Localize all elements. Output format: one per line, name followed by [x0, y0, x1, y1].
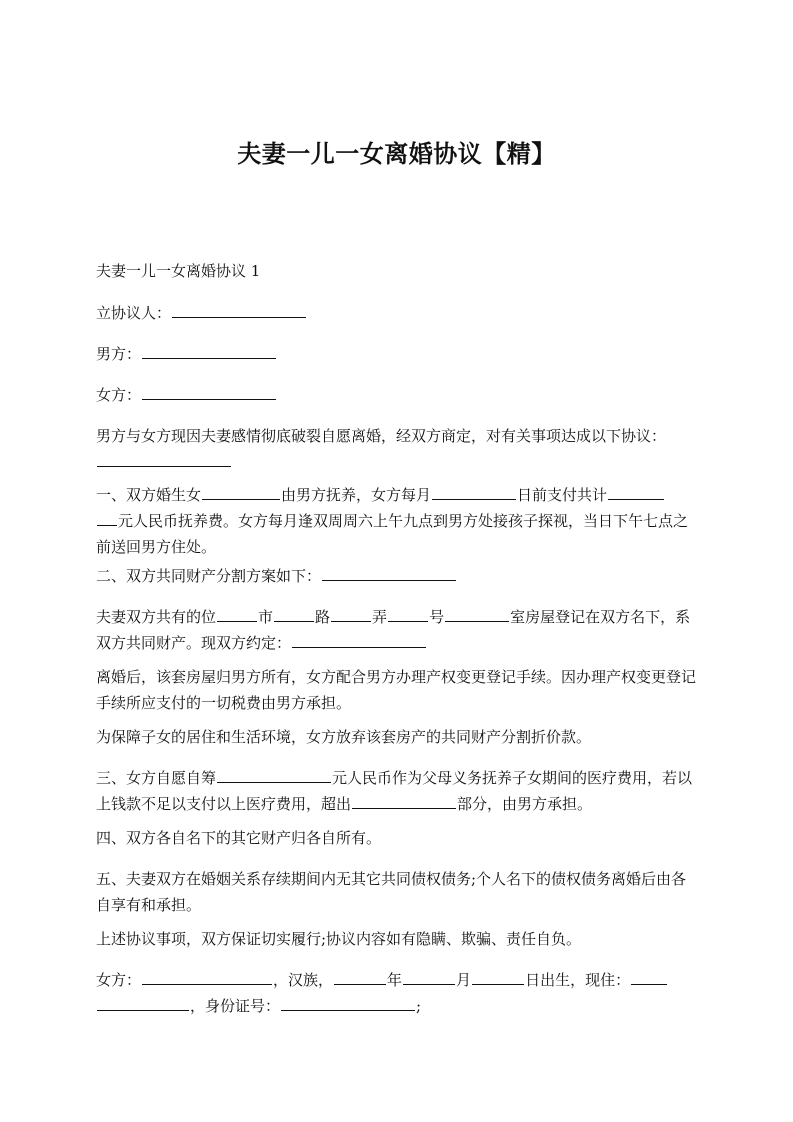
property-text-d: 弄: [372, 608, 388, 626]
preamble-text: 男方与女方现因夫妻感情彻底破裂自愿离婚，经双方商定，对有关事项达成以下协议：: [96, 427, 667, 445]
party-label: 立协议人：: [96, 304, 172, 322]
road-blank: [274, 606, 314, 622]
party-line: [96, 300, 700, 326]
clause-2-text: 二、双方共同财产分割方案如下：: [96, 567, 322, 585]
clause-1-text-a: 一、双方婚生女: [96, 486, 202, 504]
document-title: 夫妻一儿一女离婚协议【精】: [237, 140, 556, 168]
amount-blank-a: [608, 484, 664, 500]
clause-1-text-c: 日前支付共计: [517, 486, 608, 504]
female-name-blank: [142, 969, 272, 985]
property-text-b: 市: [258, 608, 274, 626]
clause-1-text-b: 由男方抚养，女方每月: [281, 486, 432, 504]
guarantee-paragraph: 上述协议事项，双方保证切实履行;协议内容如有隐瞒、欺骗、责任自负。: [96, 930, 582, 948]
clause-2-blank: [322, 565, 456, 581]
month-day-blank: [432, 484, 516, 500]
clause-2-line: [96, 563, 700, 589]
property-text-e: 号: [429, 608, 445, 626]
clause-1-text-d: 元人民币抚养费。女方每月逢双周周六上午九点到男方处接孩子探视，当日下午七点之前送回男方住处。: [96, 512, 689, 556]
daughter-name-blank: [202, 484, 280, 500]
birth-day-blank: [472, 969, 524, 985]
after-divorce-paragraph: 离婚后，该套房屋归男方所有，女方配合男方办理产权变更登记手续。因办理产权变更登记手续所应支付的一切税费由男方承担。: [96, 668, 697, 712]
clause-4-paragraph: 四、双方各自名下的其它财产归各自所有。: [96, 829, 382, 847]
clause-1-paragraph: [96, 482, 700, 560]
number-blank: [388, 606, 428, 622]
female-info-text-e: 日出生，现住：: [525, 971, 631, 989]
room-blank: [445, 606, 509, 622]
id-number-blank: [281, 995, 415, 1011]
birth-month-blank: [403, 969, 455, 985]
clause-3-text-a: 三、女方自愿自筹: [96, 769, 217, 787]
clause-5-paragraph: 五、夫妻双方在婚姻关系存续期间内无其它共同债权债务;个人名下的债权债务离婚后由各自享有和承担。: [96, 870, 687, 914]
clause-3-paragraph: [96, 765, 700, 817]
amount-blank-b: [97, 510, 117, 526]
address-blank-a: [631, 969, 667, 985]
city-blank: [217, 606, 257, 622]
female-info-text-d: 月: [456, 971, 472, 989]
female-info-paragraph: [96, 967, 700, 1019]
property-text-f: 室房屋登记在双方名下，系双方共同财产。现双方约定：: [96, 608, 691, 652]
agreement-blank: [292, 632, 426, 648]
lane-blank: [331, 606, 371, 622]
preamble-blank: [97, 451, 231, 467]
female-info-text-c: 年: [387, 971, 403, 989]
male-blank: [142, 343, 276, 359]
female-info-text-a: 女方：: [96, 971, 142, 989]
property-paragraph: [96, 604, 700, 656]
female-info-text-f: ，身份证号：: [190, 997, 281, 1015]
address-blank-b: [97, 995, 189, 1011]
male-line: [96, 341, 700, 367]
male-label: 男方：: [96, 345, 142, 363]
property-text-c: 路: [315, 608, 331, 626]
female-info-text-b: ，汉族，: [273, 971, 334, 989]
female-info-text-g: ;: [416, 997, 422, 1015]
section-heading: 夫妻一儿一女离婚协议 1: [96, 262, 261, 280]
female-line: [96, 382, 700, 408]
female-label: 女方：: [96, 386, 142, 404]
clause-3-text-c: 部分，由男方承担。: [457, 795, 593, 813]
year-blank: [334, 969, 386, 985]
party-blank: [172, 302, 306, 318]
medical-fund-blank: [217, 767, 331, 783]
female-blank: [142, 384, 276, 400]
protection-paragraph: 为保障子女的居住和生活环境，女方放弃该套房产的共同财产分割折价款。: [96, 728, 592, 746]
preamble-paragraph: [96, 423, 700, 475]
property-text-a: 夫妻双方共有的位: [96, 608, 217, 626]
excess-blank: [352, 793, 456, 809]
clause-3-text-b: 元人民币作为父母义务抚养子女期间的医疗费用，若以上钱款不足以支付以上医疗费用，超出: [96, 769, 693, 813]
